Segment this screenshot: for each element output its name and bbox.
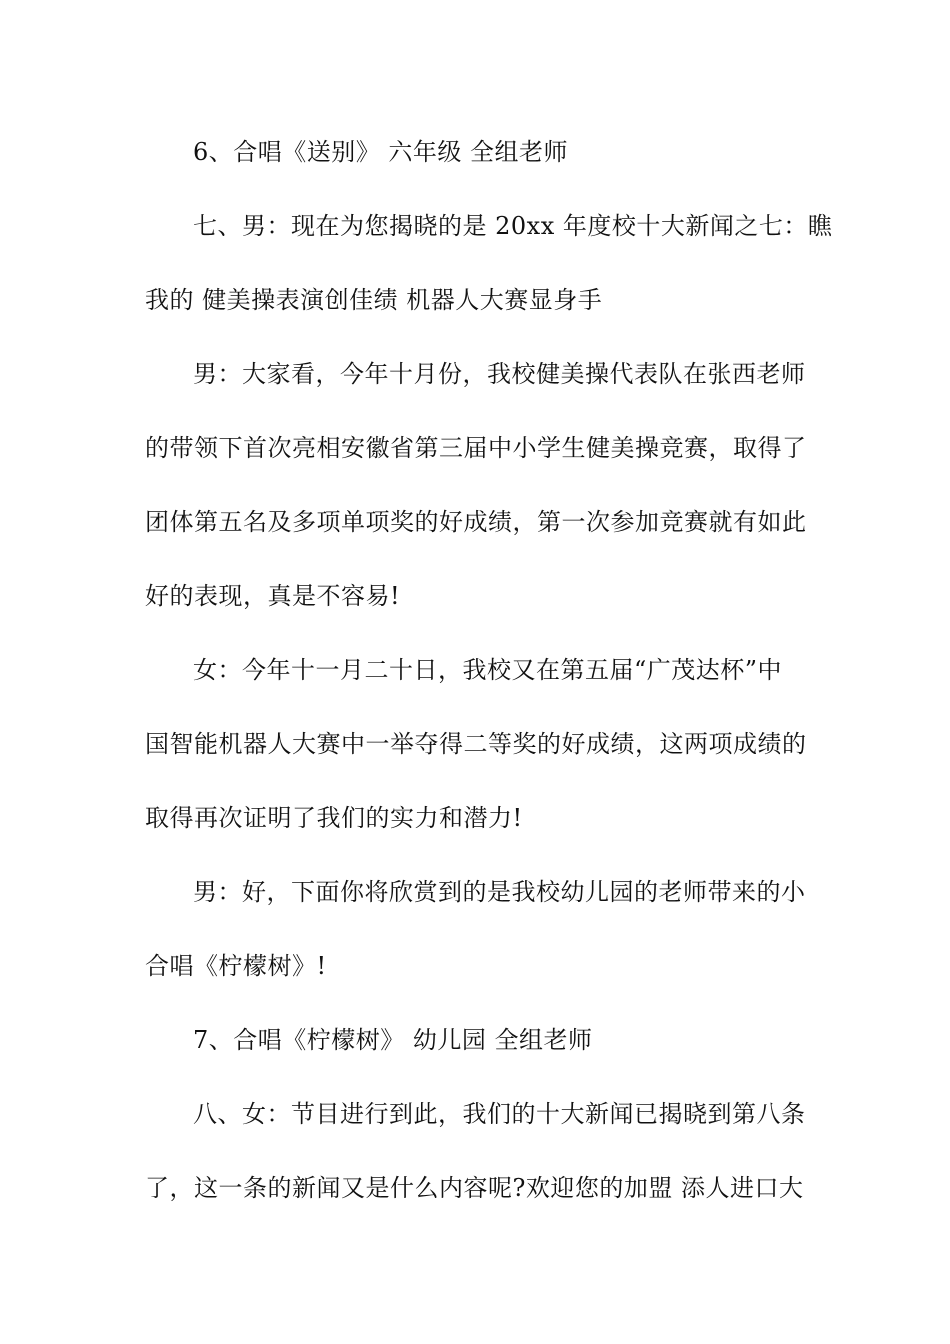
paragraph-line: 的带领下首次亮相安徽省第三届中小学生健美操竞赛，取得了	[145, 434, 807, 462]
paragraph-line: 好的表现，真是不容易!	[145, 582, 401, 610]
program-item-7: 7、合唱《柠檬树》 幼儿园 全组老师	[193, 1026, 593, 1054]
paragraph-line: 团体第五名及多项单项奖的好成绩，第一次参加竞赛就有如此	[145, 508, 807, 536]
paragraph-line: 女：今年十一月二十日，我校又在第五届“广茂达杯”中	[193, 656, 783, 684]
news-7-headline: 我的 健美操表演创佳绩 机器人大赛显身手	[145, 286, 603, 314]
paragraph-line: 取得再次证明了我们的实力和潜力!	[145, 804, 523, 832]
paragraph-line: 了，这一条的新闻又是什么内容呢?欢迎您的加盟 添人进口大	[145, 1174, 804, 1202]
paragraph-line: 男：好，下面你将欣赏到的是我校幼儿园的老师带来的小	[193, 878, 806, 906]
paragraph-line: 国智能机器人大赛中一举夺得二等奖的好成绩，这两项成绩的	[145, 730, 807, 758]
news-7-intro: 七、男：现在为您揭晓的是 20xx 年度校十大新闻之七：瞧	[193, 212, 833, 240]
paragraph-line: 男：大家看，今年十月份，我校健美操代表队在张西老师	[193, 360, 806, 388]
news-8-intro: 八、女：节目进行到此，我们的十大新闻已揭晓到第八条	[193, 1100, 806, 1128]
program-item-6: 6、合唱《送别》 六年级 全组老师	[193, 138, 569, 166]
paragraph-line: 合唱《柠檬树》!	[145, 952, 327, 980]
